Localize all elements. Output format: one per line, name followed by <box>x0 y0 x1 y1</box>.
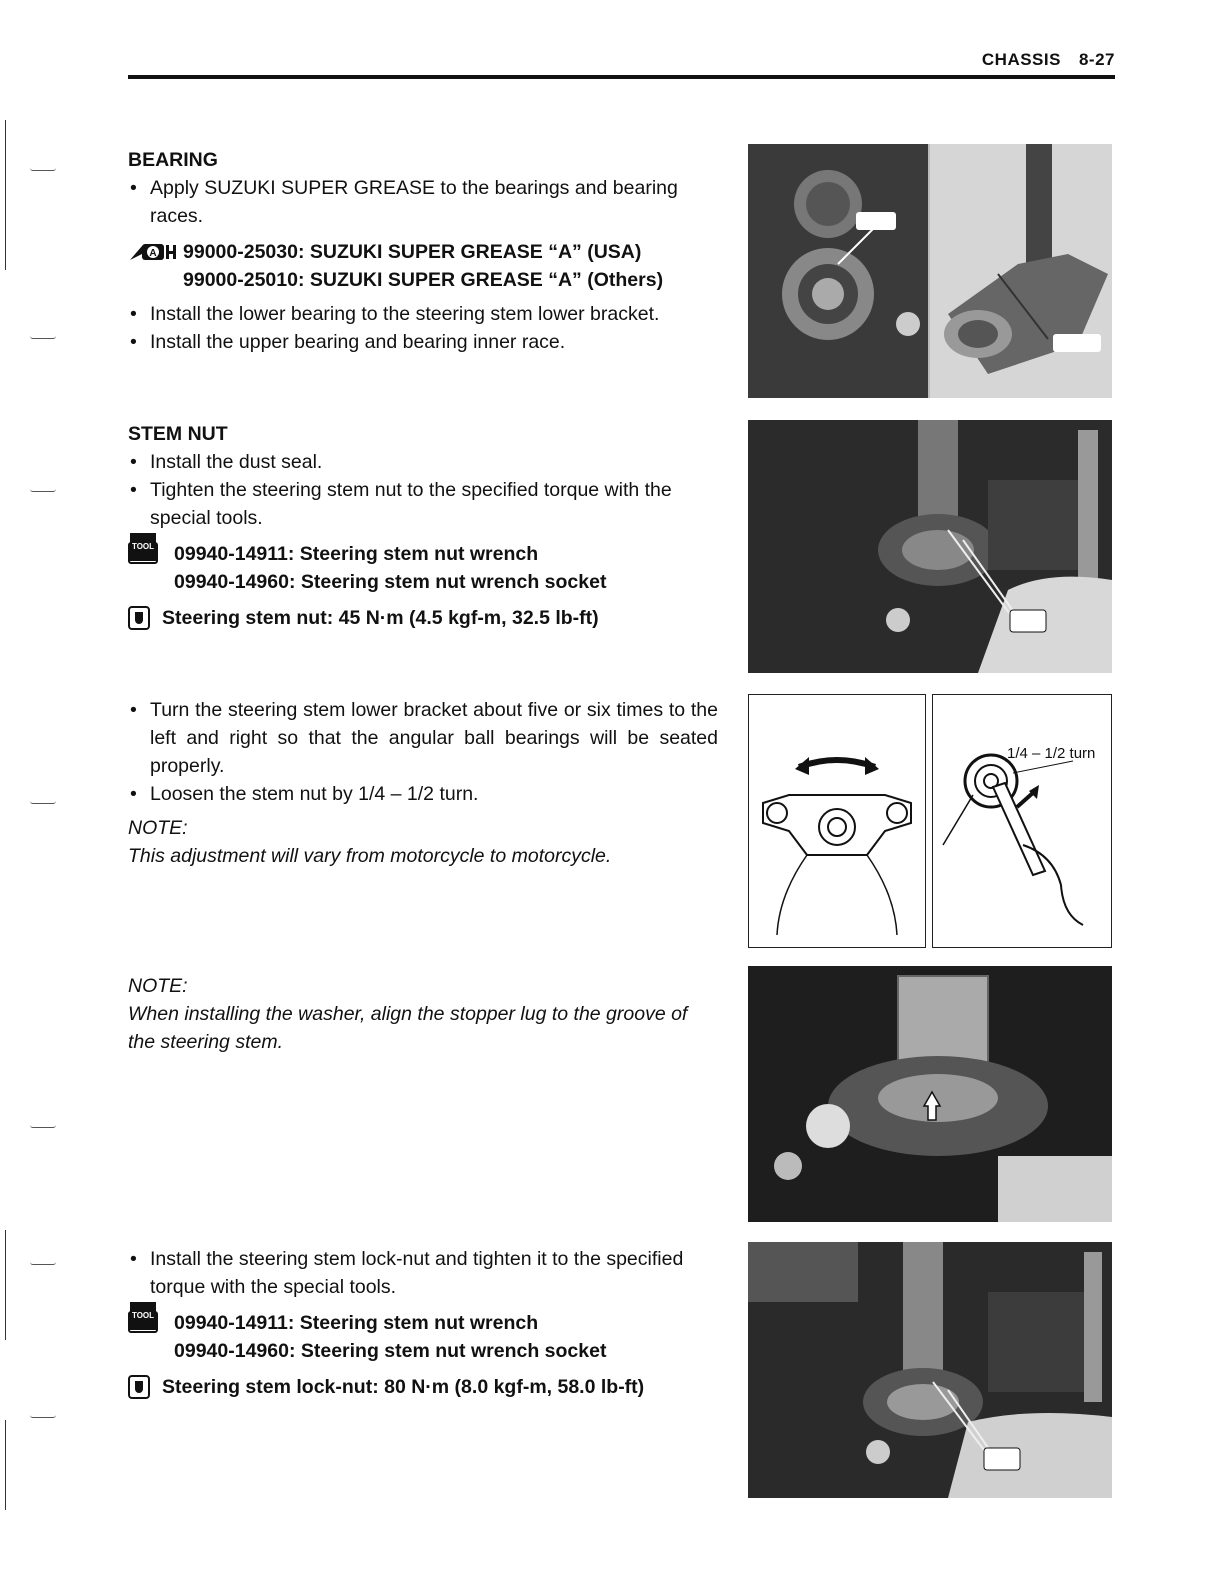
locknut-bullet-1: • Install the steering stem lock-nut and tighten it to the specified torque with the special tools. <box>128 1245 718 1301</box>
torque-spec <box>128 604 718 632</box>
bearing-bullet-2: • Install the lower bearing to the steering stem lower bracket. <box>128 300 718 328</box>
stem-nut-bullet-2: • Tighten the steering stem nut to the specified torque with the special tools. <box>128 476 718 532</box>
grease-icon <box>128 240 178 272</box>
washer-section <box>128 972 718 1056</box>
adjust-note-text: This adjustment will vary from motorcycle to motorcycle. <box>128 845 612 867</box>
tool-line-1: 09940-14911: Steering stem nut wrench <box>174 543 539 565</box>
locknut-tool-spec <box>128 1309 718 1365</box>
turn-diagram-left <box>748 694 926 948</box>
edge-mark <box>30 801 56 804</box>
locknut-tool-line-1: 09940-14911: Steering stem nut wrench <box>174 1312 539 1334</box>
header-rule <box>128 75 1115 79</box>
torque-wrench-icon <box>128 606 150 638</box>
page-header <box>982 50 1115 70</box>
locknut-section <box>128 1245 718 1401</box>
binder-edge <box>5 1230 6 1340</box>
bearing-heading: BEARING <box>128 149 218 171</box>
binder-edge <box>5 1420 6 1510</box>
edge-mark <box>30 1262 56 1265</box>
washer-photo <box>748 966 1112 1222</box>
bearing-bullet-3: • Install the upper bearing and bearing inner race. <box>128 328 718 356</box>
stem-nut-bullet-1: • Install the dust seal. <box>128 448 718 476</box>
grease-line-1: 99000-25030: SUZUKI SUPER GREASE “A” (USA) <box>183 241 642 263</box>
edge-mark <box>30 336 56 339</box>
turn-diagram-right <box>932 694 1112 948</box>
grease-badge-letter: A <box>149 248 157 259</box>
torque-wrench-icon <box>128 1375 150 1407</box>
turn-label: 1/4 – 1/2 turn <box>1007 745 1096 762</box>
adjust-bullet-1: • Turn the steering stem lower bracket about five or six times to the left and right so that the angular ball bearings will be seated properly. <box>128 696 718 780</box>
page-number: 8-27 <box>1078 50 1115 69</box>
locknut-torque-spec <box>128 1373 718 1401</box>
tool-line-2: 09940-14960: Steering stem nut wrench socket <box>174 571 607 593</box>
adjust-note-label: NOTE: <box>128 817 188 839</box>
bearing-section <box>128 146 718 356</box>
locknut-photo <box>748 1242 1112 1498</box>
locknut-torque-text: Steering stem lock-nut: 80 N·m (8.0 kgf-m, 58.0 lb-ft) <box>162 1376 645 1398</box>
tool-icon: TOOL <box>128 542 158 572</box>
washer-note-text: When installing the washer, align the stopper lug to the groove of the steering stem. <box>128 1003 688 1053</box>
adjust-bullet-2: • Loosen the stem nut by 1/4 – 1/2 turn. <box>128 780 718 808</box>
section-title: CHASSIS <box>981 50 1061 69</box>
grease-spec <box>128 238 718 294</box>
edge-mark <box>30 489 56 492</box>
edge-mark <box>30 1415 56 1418</box>
stem-nut-heading: STEM NUT <box>128 423 228 445</box>
locknut-tool-line-2: 09940-14960: Steering stem nut wrench socket <box>174 1340 607 1362</box>
grease-line-2: 99000-25010: SUZUKI SUPER GREASE “A” (Others) <box>183 269 664 291</box>
binder-edge <box>5 120 6 270</box>
tool-spec <box>128 540 718 596</box>
bearing-photo <box>748 144 1112 398</box>
adjust-section <box>128 696 718 870</box>
tool-icon: TOOL <box>128 1311 158 1341</box>
washer-note-label: NOTE: <box>128 975 188 997</box>
stem-nut-photo <box>748 420 1112 673</box>
stem-nut-section <box>128 420 718 632</box>
bearing-bullet-1: • Apply SUZUKI SUPER GREASE to the bearings and bearing races. <box>128 174 718 230</box>
torque-text: Steering stem nut: 45 N·m (4.5 kgf-m, 32.5 lb-ft) <box>162 607 599 629</box>
edge-mark <box>30 1125 56 1128</box>
edge-mark <box>30 168 56 171</box>
